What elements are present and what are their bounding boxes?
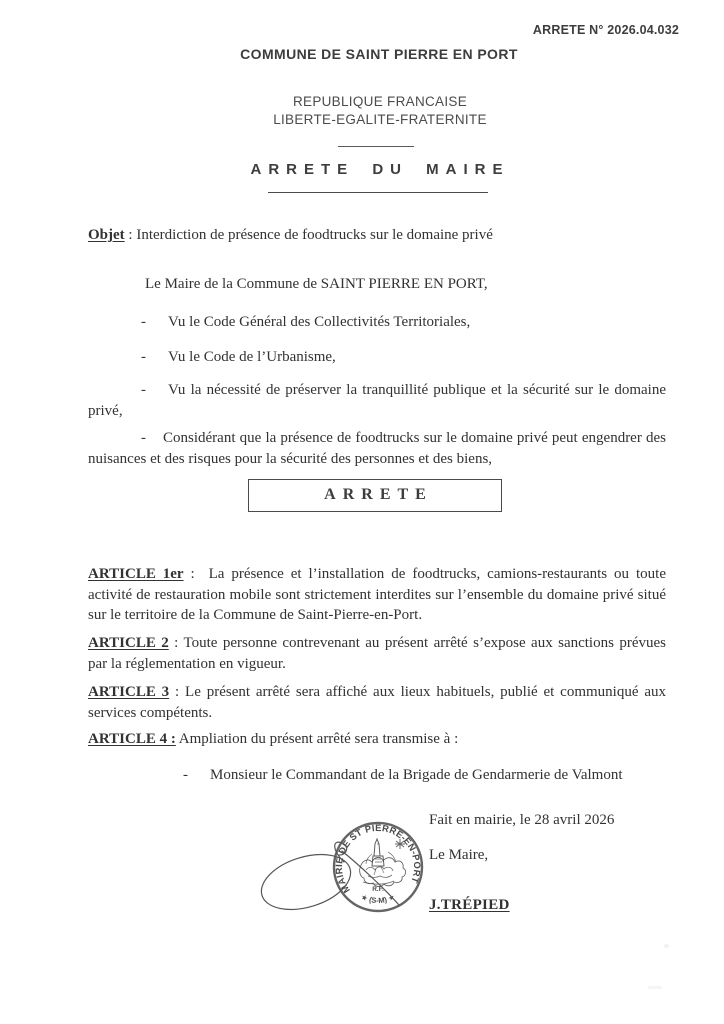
article-2: ARTICLE 2 : Toute personne contrevenant au présent arrêté s’expose aux sanctions prévues par la réglementation en vigueur. bbox=[88, 635, 666, 672]
article-4 bbox=[88, 729, 666, 750]
list-dash: - bbox=[141, 314, 146, 330]
document-title: ARRETE DU MAIRE bbox=[250, 161, 510, 178]
scan-artifact-dash bbox=[648, 986, 662, 989]
article-1-label: ARTICLE 1er bbox=[88, 566, 184, 582]
handwritten-signature-icon bbox=[255, 842, 399, 919]
list-dash: - bbox=[141, 430, 146, 446]
svg-text:★ (S-M) ★ bbox=[360, 892, 397, 905]
stamp-center-text: R.F. bbox=[372, 886, 384, 893]
stamp-bottom-text: ★ (S-M) ★ bbox=[359, 892, 397, 906]
recital-intro: Le Maire de la Commune de SAINT PIERRE EN PORT, bbox=[145, 276, 488, 292]
objet-label: Objet bbox=[88, 227, 125, 243]
signatory-name: J.TRÉPIED bbox=[429, 897, 510, 913]
article-3-label: ARTICLE 3 bbox=[88, 684, 170, 700]
list-dash: - bbox=[141, 349, 146, 365]
ampliation-recipient: - Monsieur le Commandant de la Brigade de Gendarmerie de Valmont bbox=[183, 767, 623, 783]
commune-heading: COMMUNE DE SAINT PIERRE EN PORT bbox=[240, 46, 518, 62]
list-dash: - bbox=[183, 767, 188, 783]
date-line: Fait en mairie, le 28 avril 2026 bbox=[429, 812, 615, 828]
article-1: ARTICLE 1er : La présence et l’installation de foodtrucks, camions-restaurants ou toute activité de restauration mobile sont strictement interdites sur l’ensemble du domaine privé situé sur le territoire de la Commune de Saint-Pierre-en-Port. bbox=[88, 566, 666, 623]
republic-heading bbox=[18, 93, 724, 128]
recital-vu-tranquillite: - Vu la nécessité de préserver la tranquillité publique et la sécurité sur le domaine privé, bbox=[88, 382, 666, 419]
recital-vu-urbanisme: - Vu le Code de l’Urbanisme, bbox=[141, 349, 336, 365]
article-3: ARTICLE 3 : Le présent arrêté sera affiché aux lieux habituels, publié et communiqué aux services compétents. bbox=[88, 684, 667, 721]
municipal-stamp-icon bbox=[334, 823, 422, 911]
republic-line1: REPUBLIQUE FRANCAISE bbox=[292, 94, 468, 109]
article-3-text: Le présent arrêté sera affiché aux lieux habituels, publié et communiqué aux services compétents. bbox=[88, 684, 667, 721]
short-divider-rule bbox=[338, 146, 414, 147]
article-1-text: La présence et l’installation de foodtrucks, camions-restaurants ou toute activité de restauration mobile sont strictement interdites sur l’ensemble du domaine privé situé sur le territoire de la Commune de Saint-Pierre-en-Port. bbox=[88, 566, 666, 623]
scan-artifact-dot bbox=[664, 944, 669, 948]
stamp-and-signature bbox=[248, 810, 433, 928]
objet-separator: : bbox=[124, 227, 137, 243]
stamp-ring-text: MAIRIE DE ST PIERRE-EN-PORT bbox=[333, 822, 423, 895]
arrete-banner-box bbox=[248, 479, 502, 512]
republic-line2: LIBERTE-EGALITE-FRATERNITE bbox=[273, 111, 487, 127]
article-4-label: ARTICLE 4 : bbox=[88, 731, 176, 747]
title-underline-rule bbox=[268, 192, 488, 193]
decree-reference-number: ARRETE N° 2026.04.032 bbox=[532, 23, 679, 37]
recital-considerant: - Considérant que la présence de foodtrucks sur le domaine privé peut engendrer des nuisances et des risques pour la sécurité des personnes et des biens, bbox=[88, 430, 666, 467]
recital-vu-cgct: - Vu le Code Général des Collectivités Territoriales, bbox=[141, 314, 471, 330]
objet-line bbox=[88, 225, 666, 246]
arrete-banner-text: ARRETE bbox=[324, 486, 433, 504]
objet-text: Interdiction de présence de foodtrucks sur le domaine privé bbox=[136, 227, 493, 243]
article-2-text: Toute personne contrevenant au présent arrêté s’expose aux sanctions prévues par la réglementation en vigueur. bbox=[88, 635, 666, 672]
article-2-label: ARTICLE 2 bbox=[88, 635, 169, 651]
article-4-text: Ampliation du présent arrêté sera transmise à : bbox=[178, 731, 459, 747]
list-dash: - bbox=[141, 382, 146, 398]
signatory-title: Le Maire, bbox=[429, 847, 489, 863]
